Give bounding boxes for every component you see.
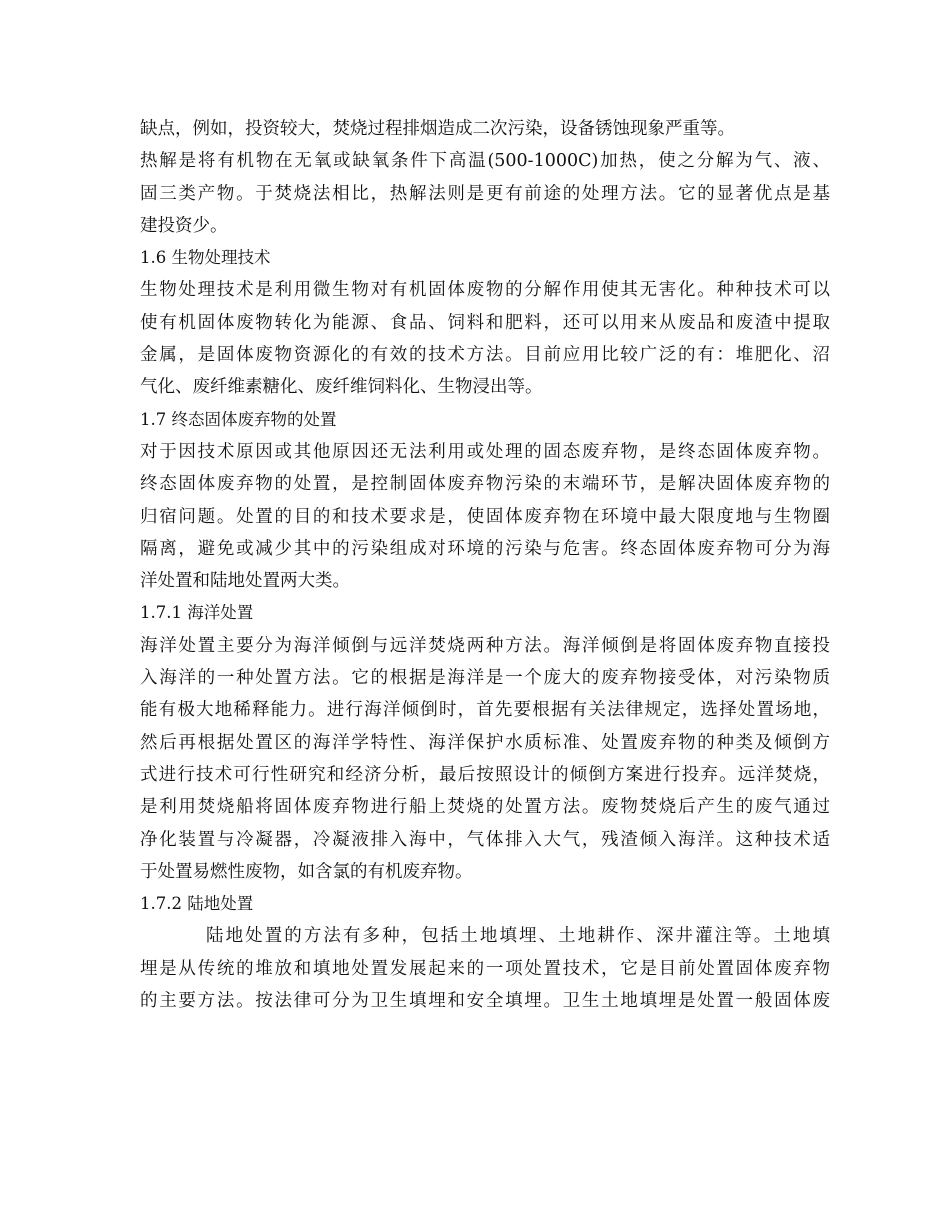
text-line: 然后再根据处置区的海洋学特性、海洋保护水质标准、处置废弃物的种类及倾倒方 — [140, 732, 830, 753]
text-line: 是利用焚烧船将固体废弃物进行船上焚烧的处置方法。废物焚烧后产生的废气通过 — [140, 797, 830, 818]
subsection-heading: 1.7.1 海洋处置 — [140, 603, 254, 623]
section-heading: 1.6 生物处理技术 — [140, 248, 271, 268]
text-line: 陆地处置的方法有多种，包括土地填埋、土地耕作、深井灌注等。土地填 — [206, 926, 830, 947]
text-line: 的主要方法。按法律可分为卫生填埋和安全填埋。卫生土地填埋是处置一般固体废 — [140, 991, 830, 1012]
text-line: 洋处置和陆地处置两大类。 — [140, 571, 350, 592]
text-line: 于处置易燃性废物，如含氯的有机废弃物。 — [140, 861, 473, 882]
document-body — [140, 113, 830, 1017]
text-line: 式进行技术可行性研究和经济分析，最后按照设计的倾倒方案进行投弃。远洋焚烧， — [140, 764, 830, 785]
text-line: 净化装置与冷凝器，冷凝液排入海中，气体排入大气，残渣倾入海洋。这种技术适 — [140, 829, 830, 850]
text-line: 建投资少。 — [140, 215, 228, 236]
text-line: 入海洋的一种处置方法。它的根据是海洋是一个庞大的废弃物接受体，对污染物质 — [140, 668, 830, 689]
subsection-heading: 1.7.2 陆地处置 — [140, 894, 254, 914]
text-line: 海洋处置主要分为海洋倾倒与远洋焚烧两种方法。海洋倾倒是将固体废弃物直接投 — [140, 635, 830, 656]
text-line: 缺点，例如，投资较大，焚烧过程排烟造成二次污染，设备锈蚀现象严重等。 — [140, 119, 735, 139]
text-line: 归宿问题。处置的目的和技术要求是，使固体废弃物在环境中最大限度地与生物圈 — [140, 506, 830, 527]
text-line: 埋是从传统的堆放和填地处置发展起来的一项处置技术，它是目前处置固体废弃物 — [140, 958, 830, 979]
text-line: 生物处理技术是利用微生物对有机固体废物的分解作用使其无害化。种种技术可以 — [140, 280, 830, 301]
text-line: 固三类产物。于焚烧法相比，热解法则是更有前途的处理方法。它的显著优点是基 — [140, 183, 830, 204]
section-heading: 1.7 终态固体废弃物的处置 — [140, 409, 337, 429]
text-line: 金属，是固体废物资源化的有效的技术方法。目前应用比较广泛的有：堆肥化、沼 — [140, 345, 830, 366]
text-line: 对于因技术原因或其他原因还无法利用或处理的固态废弃物，是终态固体废弃物。 — [140, 441, 830, 462]
text-line: 使有机固体废物转化为能源、食品、饲料和肥料，还可以用来从废品和废渣中提取 — [140, 312, 830, 333]
text-line: 能有极大地稀释能力。进行海洋倾倒时，首先要根据有关法律规定，选择处置场地， — [140, 700, 830, 721]
text-line: 隔离，避免或减少其中的污染组成对环境的污染与危害。终态固体废弃物可分为海 — [140, 538, 830, 559]
text-line: 气化、废纤维素糖化、废纤维饲料化、生物浸出等。 — [140, 377, 543, 398]
text-line: 热解是将有机物在无氧或缺氧条件下高温(500-1000C)加热，使之分解为气、液、 — [140, 151, 830, 172]
text-line: 终态固体废弃物的处置，是控制固体废弃物污染的末端环节，是解决固体废弃物的 — [140, 474, 830, 495]
